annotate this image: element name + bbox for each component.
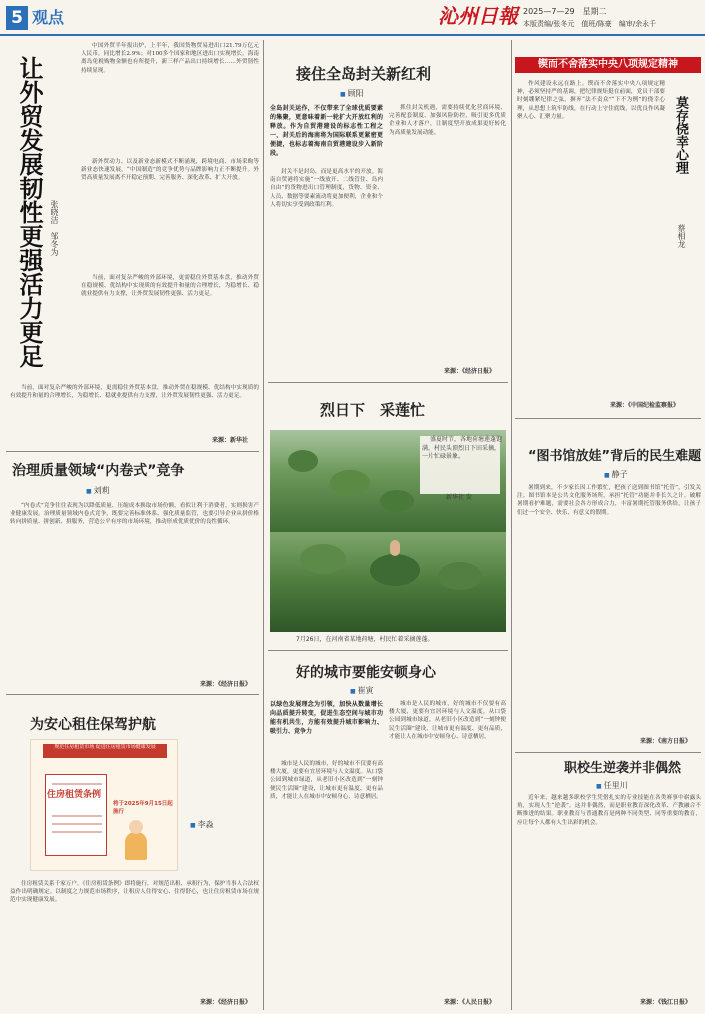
body-quality: “内卷式”竞争往往表现为以降低质量、压缩成本换取市场份额，看似让利于消费者，实则损害产业健康发展。治理质量领域内卷式竞争，既要完善标准体系、强化质量监管，也要引导企业从拼价格转向拼质量、拼创新、拼服务，营造公平有序的市场环境，推动形成优质优价的良性循环。 (10, 503, 259, 526)
divider (6, 451, 259, 452)
photo-story-caption: 盛夏时节，各地荷塘莲蓬饱满，村民头顶烈日下田采摘，一片忙碌景象。 (422, 436, 503, 460)
body-guarantee-b: 抓住封关机遇，需要持续优化营商环境、完善配套制度、加强风险防控，吸引更多优质企业和人才落户，让制度型开放成果更好转化为高质量发展动能。 (389, 105, 506, 136)
document-icon (45, 774, 107, 856)
byline-quality: ■ 刘莉 (86, 486, 110, 497)
source-city: 来源：《人民日报》 (444, 999, 496, 1006)
byline-foreign-trade: 张晓洁 邹冬为 (50, 200, 59, 256)
body-career: 近年来，越来越多职校学生凭借扎实的专业技能在各类赛事中崭露头角，实现人生“逆袭”。这并非偶然，而是职业教育深化改革、产教融合不断推进的结果。职业教育与普通教育是两种不同类型、同等重要的教育，应让每个人都有人生出彩的机会。 (517, 795, 701, 826)
person-head-icon (129, 820, 143, 834)
illustration-banner: 规范住房租赁市场 促进住房租赁市场健康发展 (43, 744, 167, 758)
divider (515, 752, 701, 753)
article-title-guarantee: 接住全岛封关新红利 (296, 65, 432, 83)
body-foreign-trade-d: 当前，面对复杂严峻的外部环境，更需稳住外贸基本盘，推动外贸在稳规模、优结构中实现质的有效提升和量的合理增长，为稳增长、稳就业提供有力支撑，让外贸发展韧性更强、活力更足。 (10, 385, 259, 400)
lead-city: 以绿色发展理念为引领，加快从数量增长向品质提升转变，促进生态空间与城市功能有机共生，方能有效提升城市影响力、吸引力、竞争力 (270, 701, 383, 735)
byline-career: ■ 任里川 (596, 781, 628, 792)
source-quality: 来源：《经济日报》 (200, 681, 252, 688)
newspaper-logo: 沁州日報 (438, 4, 518, 28)
housing-illustration (30, 739, 178, 871)
divider (268, 382, 508, 383)
page-number: 5 (6, 6, 28, 30)
page-section-title: 观点 (32, 8, 65, 27)
source-guard: 来源：《中国纪检监察报》 (610, 402, 680, 409)
photo-story-title: 烈日下 采莲忙 (320, 401, 426, 419)
photographer-credit: 新华社 发 (446, 494, 472, 501)
editor-info: 本版责编/张冬元 值班/陈豪 编审/余永千 (523, 20, 657, 28)
byline-housing: ■ 李淼 (190, 820, 214, 831)
source-housing: 来源：《经济日报》 (200, 999, 252, 1006)
divider (6, 694, 259, 695)
column-banner-guard: 锲而不舍落实中央八项规定精神 (515, 57, 701, 73)
issue-date: 2025—7—29 星期二 (523, 7, 607, 16)
source-library: 来源：《南方日报》 (640, 738, 692, 745)
article-title-career: 职校生逆袭并非偶然 (564, 761, 682, 776)
article-title-housing: 为安心租住保驾护航 (30, 717, 156, 733)
byline-guard: 蔡相龙 (677, 224, 686, 248)
body-foreign-trade-a: 中国外贸半年报出炉，上半年，我国货物贸易进出口21.79万亿元人民币，同比增长2.9%；对100多个国家和地区进出口实现增长，海南离岛免税购物金额也有所提升，新三样产品出口持续增长……外贸韧性持续显现。 (81, 43, 259, 74)
lead-guarantee: 全岛封关运作，不仅带来了全球优质要素的集聚，更意味着新一轮扩大开放红利的释放。作为自贸港建设的标志性工程之一，封关后的海南将为国际联系更紧密更便捷，也标志着海南自贸港建设步入新阶段。 (270, 105, 383, 157)
farmer-figure (390, 540, 400, 556)
source-career: 来源：《钱江日报》 (640, 999, 692, 1006)
body-housing: 住房租赁关系千家万户。《住房租赁条例》即将施行，对规范出租、承租行为，保护当事人合法权益作出明确规定。以制度之力规范市场秩序，让租房人住得安心、住得舒心，也让住房租赁市场在规范中实现健康发展。 (10, 881, 259, 904)
byline-guarantee: ■ 顾阳 (340, 89, 364, 100)
body-guard: 作风建设永远在路上。锲而不舍落实中央八项规定精神，必须坚持严的基调，把纪律规矩挺在前面，党员干部要时刻绷紧纪律之弦，摒弃“法不责众”“下不为例”的侥幸心理，从思想上筑牢防线，在行动上守住底线，以优良作风凝聚人心、汇聚力量。 (517, 81, 665, 120)
body-city-a: 城市是人民的城市，好的城市不仅要有高楼大厦，更要有宜居环境与人文温度。从口袋公园到城市绿道，从老旧小区改造到“一刻钟便民生活圈”建设，让城市更有温度、更有品质，才能让人在城市中安顿身心、诗意栖居。 (270, 761, 383, 800)
byline-city: ■ 崔寅 (350, 686, 374, 697)
article-title-quality: 治理质量领域“内卷式”竞争 (12, 463, 185, 479)
source-guarantee: 来源：《经济日报》 (444, 368, 496, 375)
illustration-date: 将于2025年9月15日起施行 (113, 801, 173, 815)
article-title-city: 好的城市要能安顿身心 (296, 665, 436, 681)
person-figure-icon (125, 832, 147, 860)
body-foreign-trade-c: 当前，面对复杂严峻的外部环境，更需稳住外贸基本盘，推动外贸在稳规模、优结构中实现质的有效提升和量的合理增长，为稳增长、稳就业提供有力支撑，让外贸发展韧性更强、活力更足。 (81, 275, 259, 298)
body-library: 暑期到来，不少家长因工作繁忙，把孩子送到图书馆“托管”，引发关注。图书馆本是公共文化服务场所，承担“托管”功能并非长久之计。破解暑期看护难题，需要社会各方形成合力，丰富暑期托管服务供给，让孩子们过一个安全、快乐、有意义的假期。 (517, 485, 701, 516)
body-guarantee-a: 封关不是封岛，而是更高水平的开放。海南自贸港将实施“一线放开、二线管住、岛内自由”的货物进出口管理制度，货物、资金、人员、数据等要素流动将更加便利，企业和个人将切实享受到政策红利。 (270, 169, 383, 208)
photo-bottom-caption: 7月26日，在河南省某地荷塘，村民忙着采摘莲蓬。 (296, 636, 434, 643)
article-subtitle-guard: 莫存侥幸心理 (673, 96, 688, 174)
masthead (0, 0, 705, 36)
masthead-rule (0, 34, 705, 36)
body-city-b: 城市是人民的城市，好的城市不仅要有高楼大厦，更要有宜居环境与人文温度。从口袋公园到城市绿道，从老旧小区改造到“一刻钟便民生活圈”建设，让城市更有温度、更有品质，才能让人在城市中安顿身心、诗意栖居。 (389, 701, 506, 740)
column-divider (263, 40, 264, 1010)
article-title-library: “图书馆放娃”背后的民生难题 (528, 449, 702, 464)
byline-library: ■ 静子 (604, 470, 628, 481)
source-foreign-trade: 来源：新华社 (212, 437, 249, 444)
illustration-title: 住房租赁条例 (47, 790, 102, 800)
divider (515, 418, 701, 419)
lotus-photo-bottom (270, 532, 506, 632)
body-foreign-trade-b: 新外贸动力、以及新业态新模式不断涌现，跨境电商、市场采购等新业态快速发展，“中国制造”的竞争优势与品牌影响力正不断提升。外贸高质量发展离不开稳定预期、完善服务、深化改革、扩大开放。 (81, 159, 259, 182)
column-divider (511, 40, 512, 1010)
divider (268, 650, 508, 651)
article-title-foreign-trade: 让外贸发展韧性更强活力更足 (15, 56, 43, 368)
